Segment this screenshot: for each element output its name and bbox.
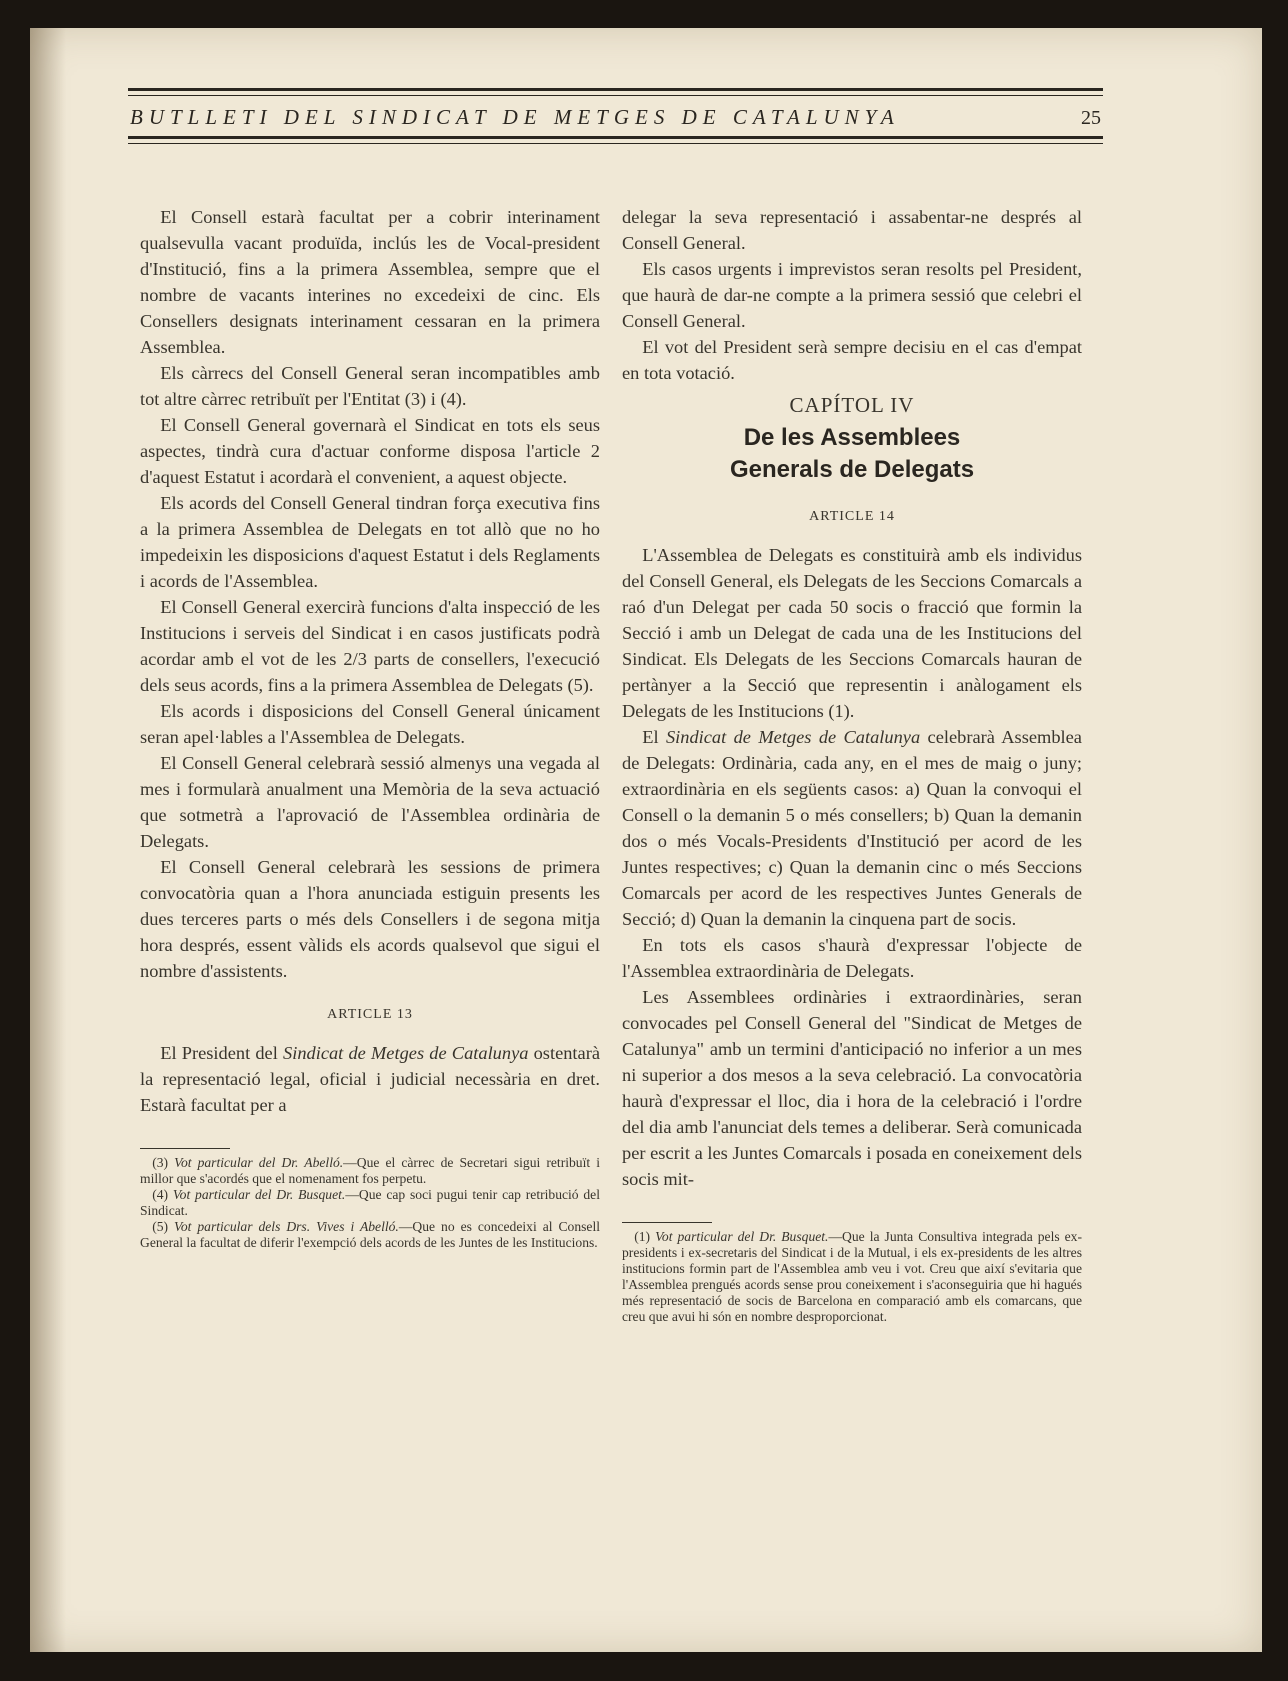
text-run: El President del [160,1043,284,1063]
text-run: —Que la Junta Consultiva integrada pels ex-presidents i ex-secretaris del Sindicat i de la Mutual, i els ex-presidents de les altres institucions formin part de l'Assemblea amb veu i vot. Creu que així s'evitaria que l'Assemblea prengués acords sense prou coneixement i s'aconseguiria que hi hagués més representació de socis de Barcelona en comparació amb els comarcans, que creu que avui hi són en nombre desproporcionat. [622,1229,1082,1324]
chapter-title [622,422,1082,486]
chapter-title-line: Generals de Delegats [729,456,975,483]
paragraph: En tots els casos s'haurà d'expressar l'objecte de l'Assemblea extraordinària de Delegats. [622,935,1082,981]
paragraph: El Consell General governarà el Sindicat en tots els seus aspectes, tindrà cura d'actuar conforme disposa l'article 2 d'aquest Estatut i acordarà el convenient, a aquest objecte. [140,415,600,487]
footnotes-right [622,1229,1082,1325]
footnote [140,1155,600,1187]
italic-run: Vot particular del Dr. Abelló. [174,1155,344,1170]
chapter-label: CAPÍTOL IV [789,393,915,417]
paragraph: El Consell General celebrarà les sessions de primera convocatòria quan a l'hora anunciada estiguin presents les dues terceres parts o més dels Consellers i de segona mitja hora després, essent vàlids els acords qualsevol que sigui el nombre d'assistents. [140,857,600,981]
footnote [140,1219,600,1251]
footnotes-left [140,1155,600,1251]
footnote-rule [622,1222,712,1223]
footnote [140,1187,600,1219]
text-run: —Que cap soci pugui tenir cap retribució del Sindicat. [140,1187,600,1218]
paragraph: Els casos urgents i imprevistos seran resolts pel President, que haurà de dar-ne compte a la primera sessió que celebri el Consell General. [622,259,1082,331]
italic-run: Sindicat de Metges de Catalunya [665,727,921,747]
footnote-rule [140,1148,230,1149]
footnote-mark: (1) [634,1229,656,1244]
page-number: 25 [1081,107,1101,129]
paragraph: Els acords i disposicions del Consell General únicament seran apel·lables a l'Assemblea de Delegats. [140,701,600,747]
article-14-heading: ARTICLE 14 [809,509,895,524]
text-run: celebrarà Assemblea de Delegats: Ordinària, cada any, en el mes de maig o juny; extraordinària en els següents casos: a) Quan la convoqui el Consell o la demanin 5 o més consellers; b) Quan la demanin dos o més Vocals-Presidents d'Institució per acord de les Juntes respectives; c) Quan la demanin cinc o més Seccions Comarcals per acord de les respectives Juntes Generals de Secció; d) Quan la demanin la cinquena part de socis. [622,727,1082,929]
paragraph: El Consell General exercirà funcions d'alta inspecció de les Institucions i serveis del Sindicat i en casos justificats podrà acordar amb el vot de les 2/3 parts de consellers, l'execució dels seus acords, fins a la primera Assemblea de Delegats (5). [140,597,600,695]
running-header [128,88,1103,144]
header-row [128,96,1103,136]
paragraph: El vot del President serà sempre decisiu en el cas d'empat en tota votació. [622,337,1082,383]
footnote-mark: (3) [152,1155,175,1170]
paragraph: delegar la seva representació i assabentar-ne després al Consell General. [622,207,1082,253]
paragraph: El Consell General celebrarà sessió almenys una vegada al mes i formularà anualment una Memòria de la seva actuació que sotmetrà a l'aprovació de l'Assemblea ordinària de Delegats. [140,753,600,851]
footnote [622,1229,1082,1325]
text-run: —Que el càrrec de Secretari sigui retribuït i millor que s'acordés que el nomenament fos perpetu. [140,1155,601,1186]
running-title: BUTLLETI DEL SINDICAT DE METGES DE CATALUNYA [130,105,900,129]
italic-run: Sindicat de Metges de Catalunya [283,1043,529,1063]
italic-run: Vot particular del Dr. Busquet. [172,1187,346,1202]
right-column [622,204,1082,1325]
text-run: —Que no es concedeixi al Consell General la facultat de diferir l'exempció dels acords de les Juntes de les Institucions. [140,1219,600,1250]
article-13-heading: ARTICLE 13 [327,1007,413,1022]
footnote-mark: (5) [152,1219,175,1234]
paragraph [622,724,1082,932]
italic-run: Vot particular dels Drs. Vives i Abelló. [174,1219,399,1234]
text-run: ostentarà la representació legal, oficial i judicial necessària en dret. Estarà facultat per a [140,1043,600,1115]
header-top-rule [128,88,1103,96]
paragraph: Les Assemblees ordinàries i extraordinàries, seran convocades pel Consell General del "Sindicat de Metges de Catalunya" amb un termini d'anticipació no inferior a un mes ni superior a dos mesos a la seva celebració. La convocatòria haurà d'expressar el lloc, dia i hora de la celebració i l'ordre del dia amb l'anunciat dels temes a deliberar. Serà comunicada per escrit a les Juntes Comarcals i posada en coneixement dels socis mit- [622,987,1082,1189]
paragraph: L'Assemblea de Delegats es constituirà amb els individus del Consell General, els Delegats de les Seccions Comarcals a raó d'un Delegat per cada 50 socis o fracció que formin la Secció i amb un Delegat de cada una de les Institucions del Sindicat. Els Delegats de les Seccions Comarcals hauran de pertànyer a la Secció que representin i anàlogament els Delegats de les Institucions (1). [622,545,1082,721]
left-column [140,204,600,1251]
footnote-mark: (4) [152,1187,173,1202]
paragraph: Els càrrecs del Consell General seran incompatibles amb tot altre càrrec retribuït per l'Entitat (3) i (4). [140,363,600,409]
italic-run: Vot particular del Dr. Busquet. [655,1229,829,1244]
article-13-paragraph [140,1040,600,1118]
header-bottom-rule [128,136,1103,144]
chapter-title-line: De les Assemblees [743,424,961,451]
text-run: El [642,727,666,747]
paragraph: El Consell estarà facultat per a cobrir interinament qualsevulla vacant produïda, inclús les de Vocal-president d'Institució, fins a la primera Assemblea, sempre que el nombre de vacants interines no excedeixi de cinc. Els Consellers designats interinament cessaran en la primera Assemblea. [140,207,600,357]
paragraph: Els acords del Consell General tindran força executiva fins a la primera Assemblea de Delegats en tot allò que no ho impedeixin les disposicions d'aquest Estatut i dels Reglaments i acords de l'Assemblea. [140,493,600,591]
